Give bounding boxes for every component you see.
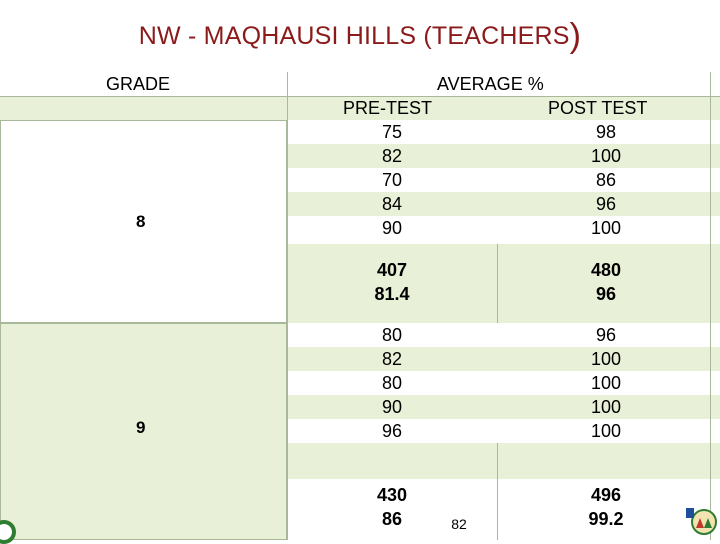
page-title: NW - MAQHAUSI HILLS (TEACHERS) [138, 17, 582, 55]
pre-score: 84 [381, 194, 403, 214]
post-score: 98 [595, 122, 617, 142]
post-score: 100 [590, 397, 622, 417]
pre-score: 96 [381, 421, 403, 441]
slide-number: 82 [451, 516, 467, 532]
average-post: 99.2 [588, 509, 624, 529]
total-post: 480 [590, 260, 622, 280]
grade-9-label: 9 [136, 418, 146, 437]
pre-score: 80 [381, 325, 403, 345]
total-pre: 430 [376, 485, 408, 505]
pre-score: 70 [381, 170, 403, 190]
average-header: AVERAGE % [437, 74, 544, 94]
post-score: 100 [590, 349, 622, 369]
post-score: 96 [595, 194, 617, 214]
row-band [287, 443, 720, 479]
average-pre: 86 [381, 509, 403, 529]
post-score: 100 [590, 373, 622, 393]
post-score: 100 [590, 218, 622, 238]
grade-band [0, 96, 287, 120]
pre-score: 75 [381, 122, 403, 142]
pre-score: 90 [381, 218, 403, 238]
pre-score: 90 [381, 397, 403, 417]
column-divider [497, 443, 498, 540]
pre-score: 82 [381, 146, 403, 166]
post-test-header: POST TEST [548, 98, 648, 118]
column-divider [287, 72, 288, 540]
post-score: 100 [590, 421, 622, 441]
average-pre: 81.4 [374, 284, 410, 304]
post-score: 86 [595, 170, 617, 190]
average-post: 96 [595, 284, 617, 304]
pre-test-header: PRE-TEST [343, 98, 433, 118]
school-crest-icon [682, 504, 718, 540]
total-pre: 407 [376, 260, 408, 280]
total-post: 496 [590, 485, 622, 505]
column-divider [710, 72, 711, 540]
column-divider [497, 244, 498, 323]
grade-header: GRADE [106, 74, 171, 94]
post-score: 96 [595, 325, 617, 345]
post-score: 100 [590, 146, 622, 166]
pre-score: 80 [381, 373, 403, 393]
pre-score: 82 [381, 349, 403, 369]
grade-8-label: 8 [136, 212, 146, 231]
